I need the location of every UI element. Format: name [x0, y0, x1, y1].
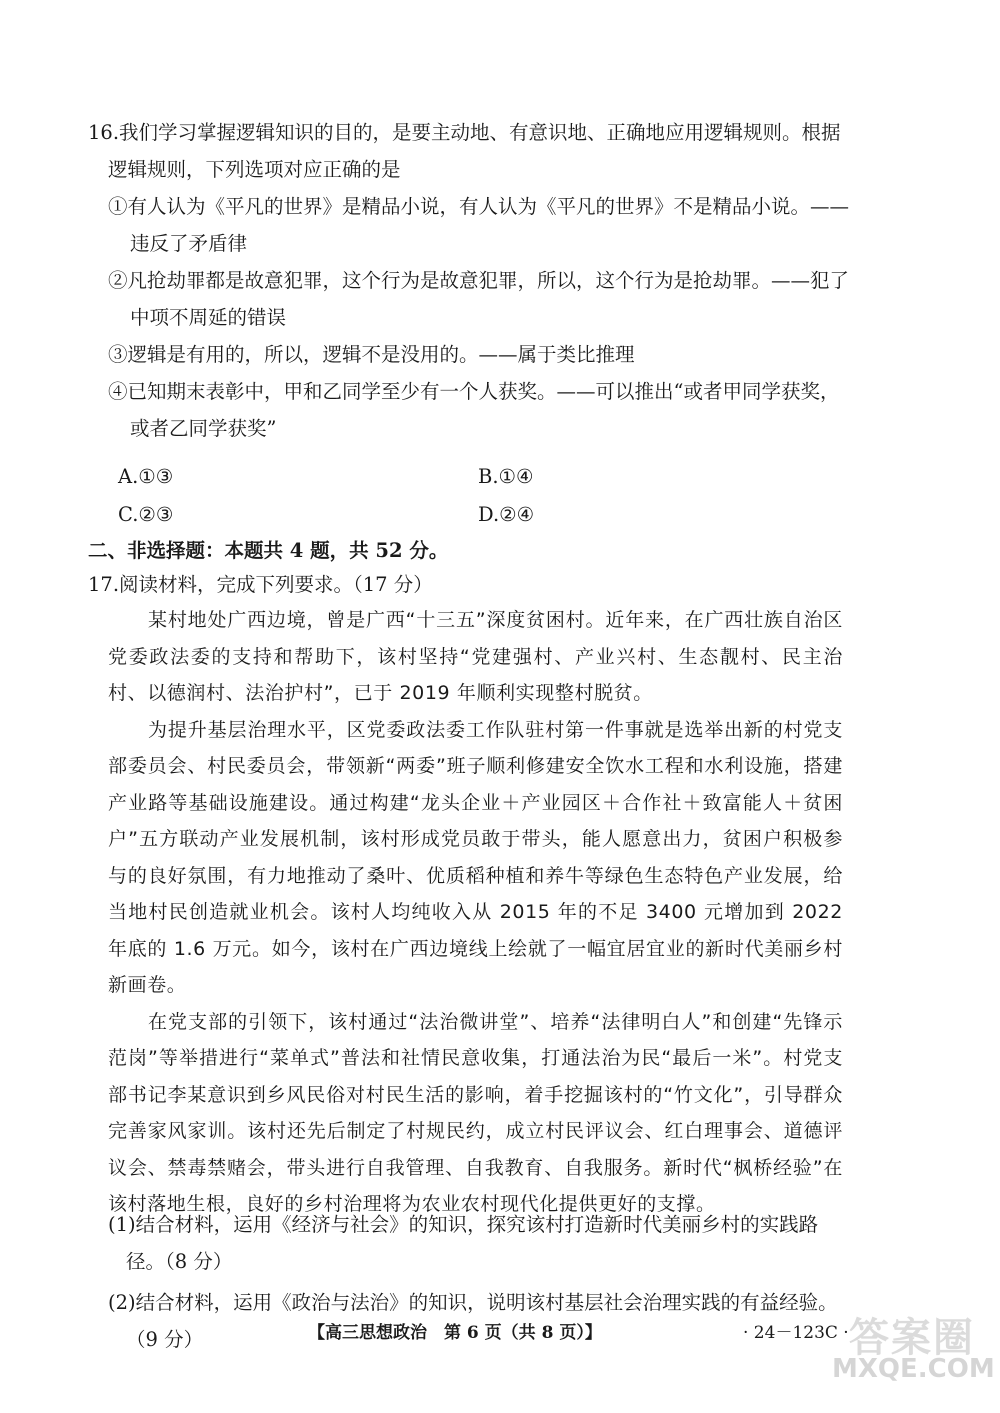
question-16-stem: 16.我们学习掌握逻辑知识的目的，是要主动地、有意识地、正确地应用逻辑规则。根据逻辑规则，下列选项对应正确的是: [88, 121, 841, 181]
material-paragraph-2: 为提升基层治理水平，区党委政法委工作队驻村第一件事就是选举出新的村党支部委员会、村民委员会，带领新“两委”班子顺利修建安全饮水工程和水利设施，搭建产业路等基础设施建设。通过构建“龙头企业＋产业园区＋合作社＋致富能人＋贫困户”五方联动产业发展机制，该村形成党员敢于带头，能人愿意出力，贫困户积极参与的良好氛围，有力地推动了桑叶、优质稻种植和养牛等绿色生态特色产业发展，给当地村民创造就业机会。该村人均纯收入从 2015 年的不足 3400 元增加到 2022 年底的 1.6 万元。如今，该村在广西边境线上绘就了一幅宜居宜业的新时代美丽乡村新画卷。: [108, 718, 843, 996]
question-17-material: [108, 602, 843, 1223]
footer-exam-code: · 24－123C ·: [743, 1323, 849, 1343]
choice-c: C.②③: [118, 503, 174, 526]
question-16-option-2: ②凡抢劫罪都是故意犯罪，这个行为是故意犯罪，所以，这个行为是抢劫罪。——犯了中项不周延的错误: [108, 269, 850, 329]
requirement-2: (2)结合材料，运用《政治与法治》的知识，说明该村基层社会治理实践的有益经验。（9 分）: [108, 1291, 838, 1351]
question-16-option-3: ③逻辑是有用的，所以，逻辑不是没用的。——属于类比推理: [108, 343, 635, 366]
watermark-url: MXQE.COM: [832, 1354, 995, 1384]
watermark: [832, 1306, 995, 1406]
footer-page-info: 【高三思想政治 第 6 页（共 8 页）】: [308, 1323, 602, 1343]
question-16-option-4: ④已知期末表彰中，甲和乙同学至少有一个人获奖。——可以推出“或者甲同学获奖，或者乙同学获奖”: [108, 380, 840, 440]
question-17-title: 17.阅读材料，完成下列要求。（17 分）: [88, 573, 433, 596]
watermark-logo: 答案圈: [849, 1315, 975, 1361]
question-16: [88, 114, 858, 447]
choices-row-1: [118, 458, 838, 496]
requirement-1: (1)结合材料，运用《经济与社会》的知识，探究该村打造新时代美丽乡村的实践路径。（8 分）: [108, 1213, 819, 1273]
choice-a: A.①③: [118, 465, 174, 488]
material-paragraph-3: 在党支部的引领下，该村通过“法治微讲堂”、培养“法律明白人”和创建“先锋示范岗”等举措进行“菜单式”普法和社情民意收集，打通法治为民“最后一米”。村党支部书记李某意识到乡风民俗对村民生活的影响，着手挖掘该村的“竹文化”，引导群众完善家风家训。该村还先后制定了村规民约，成立村民评议会、红白理事会、道德评议会、禁毒禁赌会，带头进行自我管理、自我教育、自我服务。新时代“枫桥经验”在该村落地生根，良好的乡村治理将为农业农村现代化提供更好的支撑。: [108, 1010, 843, 1215]
section-2-heading: 二、非选择题：本题共 4 题，共 52 分。: [88, 539, 449, 562]
choices-row-2: [118, 496, 838, 534]
material-paragraph-1: 某村地处广西边境，曾是广西“十三五”深度贫困村。近年来，在广西壮族自治区党委政法委的支持和帮助下，该村坚持“党建强村、产业兴村、生态靓村、民主治村、以德润村、法治护村”，已于 2019 年顺利实现整村脱贫。: [108, 609, 843, 704]
choice-d: D.②④: [478, 503, 535, 526]
choice-b: B.①④: [478, 465, 534, 488]
question-16-option-1: ①有人认为《平凡的世界》是精品小说，有人认为《平凡的世界》不是精品小说。——违反了矛盾律: [108, 195, 850, 255]
question-16-choices: [118, 458, 838, 534]
